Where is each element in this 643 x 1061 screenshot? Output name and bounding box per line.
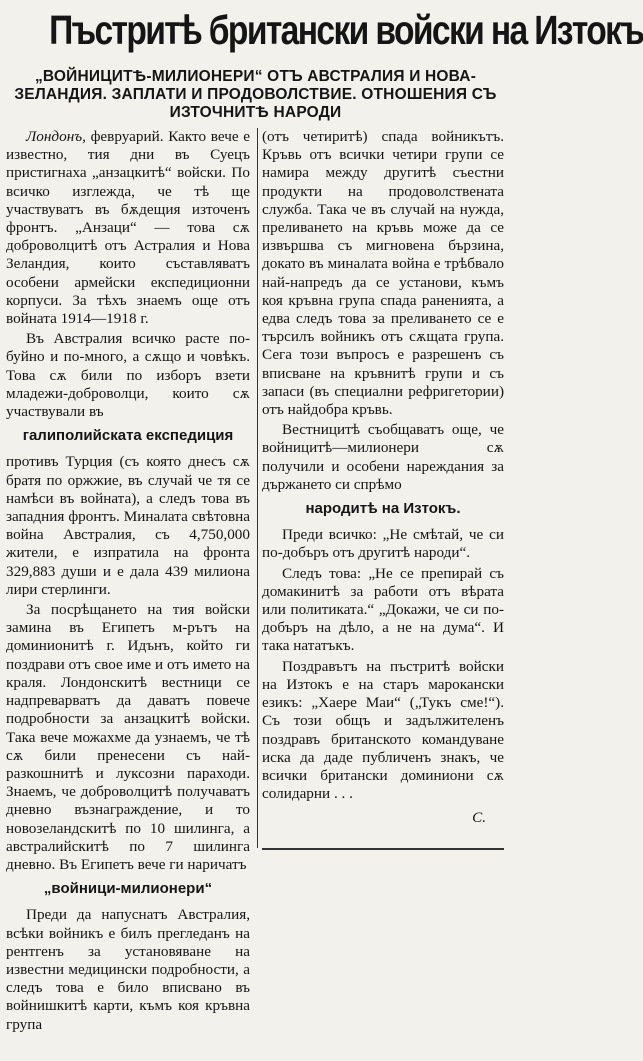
right-column	[262, 128, 504, 1061]
headline: Пъстритѣ британски войски на Изтокъ	[49, 7, 643, 53]
paragraph-3: противъ Турция (съ която днесъ сѫ братя по оржжие, въ случай че тя се намѣси въ войната), а следъ това въ западния фронтъ. Миналата свѣтовна война Австралия, съ 4,750,000 жители, е изпратила на фронта 329,883 души и е дала 439 милиона лири стерлинги.	[6, 453, 250, 598]
paragraph-2: Въ Австралия всичко расте по-буйно и по-много, а сѫщо и човѣкъ. Това сѫ били по изборъ взети младежи-доброволци, които сѫ участвували въ	[6, 330, 250, 421]
paragraph-10: Поздравътъ на пъстритѣ войски на Изтокъ е на старъ марокански езикъ: „Хаере Маи“ („Тукъ сме!“). Съ този общъ и задължителенъ поздравъ британското командуване иска да даде публиченъ знакъ, че всички британски доминиони сѫ солидарни . . .	[262, 657, 504, 803]
subheading-eastern-peoples: народитѣ на Изтокъ.	[305, 500, 461, 518]
paragraph-1	[6, 128, 250, 328]
end-rule	[262, 848, 504, 850]
author-signature: С.	[472, 809, 486, 827]
column-divider	[257, 128, 258, 848]
paragraph-7: Вестницитѣ съобщаватъ още, че войницитѣ—милионери сѫ получили и особени нареждания за държането си спрѣмо	[262, 421, 504, 493]
subheadline: „ВОЙНИЦИТѢ-МИЛИОНЕРИ“ ОТЪ АВСТРАЛИЯ И НОВА-ЗЕЛАНДИЯ. ЗАПЛАТИ И ПРОДОВОЛСТВИЕ. ОТНОШЕНИЯ СЪ ИЗТОЧНИТѢ НАРОДИ	[14, 68, 497, 121]
left-column	[6, 128, 250, 1061]
subheading-gallipoli: галиполийската експедиция	[22, 427, 234, 445]
paragraph-9: Следъ това: „Не се препирай съ домакинитѣ за работи отъ вѣрата или политиката.“ „Докажи, че си по-добъръ на дѣло, а не на дума“. И така нататъкъ.	[262, 564, 504, 655]
paragraph-6: (отъ четиритѣ) спада войникътъ. Кръвь отъ всички четири групи се намира между другитѣ съестни продукти на продоволствената служба. Така че въ случай на нужда, преливането на кръвь може да се извършва съ мигновена бързина, докато въ миналата война е трѣбвало най-напредъ да се установи, къмъ коя кръвна група спада раненията, а едва следъ това за преливането се е търсилъ войникъ отъ сѫщата група. Сега този въпросъ е разрешенъ съ вписване на кръвнитѣ групи и съ запаси (въ специални рефригетории) отъ найдобра кръвь.	[262, 128, 504, 419]
dateline: Лондонъ,	[26, 128, 86, 145]
paragraph-8: Преди всичко: „Не смѣтай, че си по-добъръ отъ другитѣ народи“.	[262, 526, 504, 562]
subheading-millionaires: „войници-милионери“	[43, 880, 213, 898]
paragraph-5: Преди да напуснатъ Австралия, всѣки войникъ е билъ прегледанъ на рентгенъ за установяване на известни медицински подробности, а следъ това е било вписвано въ войнишкитѣ карти, къмъ коя кръвна група	[6, 906, 250, 1033]
paragraph-1-text: февруарий. Както вече е известно, тия дни въ Суецъ пристигнаха „анзацкитѣ“ войски. По всичко изглежда, че тѣ ще участвуватъ въ бѫдещия източенъ фронтъ. „Анзаци“ — това сѫ доброволцитѣ отъ Астралия и Нова Зеландия, които съставляватъ особени армейски експедиционни корпуси. За тѣхъ знаемъ още отъ войната 1914—1918 г.	[6, 128, 250, 328]
paragraph-4: За посрѣщането на тия войски замина въ Египетъ м-рътъ на доминионитѣ г. Идънъ, който ги поздрави отъ свое име и отъ името на краля. Лондонскитѣ вестници се надпреварватъ да даватъ повече подробности за анзацкитѣ войски. Така вече можахме да узнаемъ, че тѣ сѫ били пренесени съ най-разкошнитѣ и луксозни параходи. Знаемъ, че доброволцитѣ получаватъ дневно възнаграждение, и то новозеландскитѣ по 10 шилинга, а австралийскитѣ по 7 шилинга дневно. Въ Египетъ вече ги наричатъ	[6, 601, 250, 873]
